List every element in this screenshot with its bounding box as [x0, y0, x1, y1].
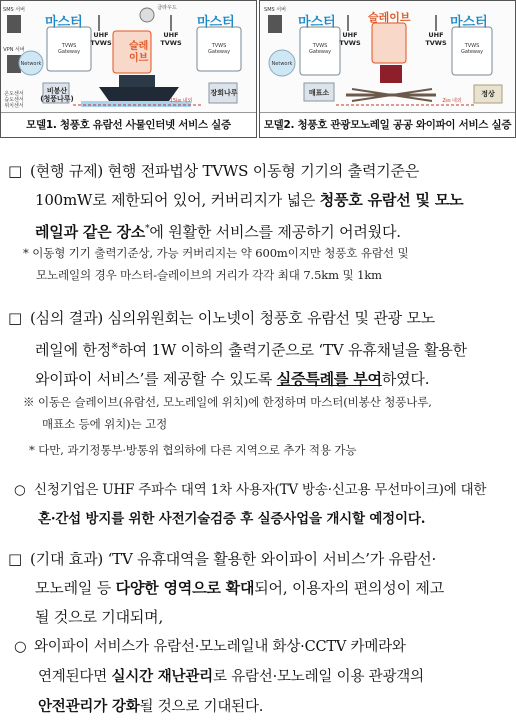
section3-sub-line2a: 연계된다면 [38, 669, 112, 685]
section1-line2b: 청풍호 유람선 및 모노 [319, 191, 464, 209]
figure-model2 [259, 0, 516, 138]
section1-note2: 모노레일의 경우 마스터-슬레이브의 거리가 각각 최대 7.5km 및 1km [36, 268, 382, 282]
master-left-label: 마스터 [45, 15, 83, 30]
sensors-label: 온도센서 습도센서 위치센서 [4, 91, 24, 109]
reference-mark: ※ [111, 342, 119, 352]
tvws-gateway-left-label: TVWS Gateway [308, 43, 332, 55]
section3-sub-line3b: 될 것으로 기대된다. [139, 699, 264, 715]
section3-line2c: 되어, 이용자의 편의성이 제고 [254, 579, 445, 597]
section3-line3: 될 것으로 기대되며, [35, 608, 164, 626]
tvws-gateway-left-label: TVWS Gateway [57, 43, 81, 55]
section1-line2a: 100mW로 제한되어 있어, 커버리지가 넓은 [35, 191, 320, 209]
master-left-label: 마스터 [298, 15, 336, 30]
section3-sub-line2c: 로 유람선·모노레일 이용 관광객의 [212, 669, 424, 685]
camera-icon [140, 8, 154, 22]
section2-line2a: 레일에 한정 [35, 341, 112, 359]
sms-server-label: SMS 서버 [3, 7, 25, 13]
section2-sub-line2: 혼·간섭 방지를 위한 사전기술검증 후 실증사업을 개시할 예정이다. [38, 511, 426, 527]
distance-label: 2㎞ 내외 [442, 98, 462, 104]
section1-line1: (현행 규제) 현행 전파법상 TVWS 이동형 기기의 출력기준은 [30, 162, 420, 180]
section3-subpoint [14, 633, 513, 722]
section2-line3b: 실증특례를 부여 [276, 370, 382, 388]
section1-line3b: 에 원활한 서비스를 제공하기 어려웠다. [149, 223, 401, 241]
section3-line2a: 모노레일 등 [35, 579, 116, 597]
section-expected-effect [8, 545, 513, 632]
circle-bullet-icon: ○ [14, 639, 27, 655]
uhf-tvws-left-label: UHF TVWS [339, 31, 361, 47]
section1-line3a: 레일과 같은 장소 [35, 223, 146, 241]
square-bullet-icon: □ [8, 162, 22, 180]
figure2-caption: 모델2. 청풍호 관광모노레일 공공 와이파이 서비스 실증 [260, 112, 515, 137]
section2-sub-line1: 신청기업은 UHF 주파수 대역 1차 사용자(TV 방송·신고용 무선마이크)에 대한 [34, 482, 487, 498]
section-current-regulation [8, 157, 513, 247]
tvws-gateway-right-label: TVWS Gateway [207, 43, 231, 55]
tvws-gateway-right-label: TVWS Gateway [460, 43, 484, 55]
section3-sub-line2b: 실시간 재난관리 [111, 668, 213, 685]
section-review-result [8, 304, 513, 394]
network-label: Network [271, 61, 293, 67]
station-right-label: 정상 [481, 90, 495, 98]
figure1-diagram [1, 1, 256, 114]
footnote-mark: * [145, 224, 150, 234]
uhf-tvws-left-label: UHF TVWS [90, 31, 112, 47]
master-right-label: 마스터 [450, 15, 488, 30]
cloud-label: 클라우드 [157, 5, 177, 11]
network-label: Network [20, 61, 42, 67]
square-bullet-icon: □ [8, 550, 22, 568]
uhf-tvws-right-label: UHF TVWS [160, 31, 182, 47]
section2-note1: ※ 이동은 슬레이브(유람선, 모노레일에 위치)에 한정하며 마스터(비봉산 청풍나루, [23, 395, 432, 409]
station-left-label: 매표소 [308, 89, 330, 97]
section3-line1: (기대 효과) ‘TV 유휴대역을 활용한 와이파이 서비스’가 유람선· [30, 550, 437, 568]
station-right-label: 장회나루 [210, 89, 238, 97]
master-right-label: 마스터 [197, 15, 235, 30]
slave-device-icon [372, 23, 406, 63]
uhf-tvws-right-label: UHF TVWS [425, 31, 447, 47]
slave-label: 슬레이브 [368, 11, 411, 24]
vpn-server-label: VPN 서버 [3, 47, 25, 53]
monorail-icon [380, 65, 402, 83]
station-left-label: 비봉산 (청풍나루) [40, 87, 74, 103]
section2-line2b: 하여 1W 이하의 출력기준으로 ‘TV 유휴채널을 활용한 [118, 341, 467, 359]
section2-line3a: 와이파이 서비스’를 제공할 수 있도록 [35, 370, 277, 388]
figure1-caption: 모델1. 청풍호 유람선 사물인터넷 서비스 실증 [1, 112, 256, 137]
square-bullet-icon: □ [8, 309, 22, 327]
section2-note3: * 다만, 과기정통부·방통위 협의하에 다른 지역으로 추가 적용 가능 [29, 443, 357, 457]
section3-sub-line1: 와이파이 서비스가 유람선·모노레일내 화상·CCTV 카메라와 [34, 639, 406, 655]
section1-note1: * 이동형 기기 출력기준상, 가능 커버리지는 약 600m이지만 청풍호 유람선 및 [23, 246, 409, 260]
section2-note2: 매표소 등에 위치)는 고정 [42, 417, 168, 431]
sms-server-icon [7, 15, 21, 33]
section3-sub-line3a: 안전관리가 강화 [38, 698, 140, 715]
circle-bullet-icon: ○ [14, 482, 26, 498]
figure2-diagram [260, 1, 515, 114]
distance-label: 15㎞ 내외 [169, 98, 193, 104]
slave-label: 슬레 이브 [129, 41, 149, 64]
section2-line1: (심의 결과) 심의위원회는 이노넷이 청풍호 유람선 및 관광 모노 [30, 309, 436, 327]
sms-server-label: SMS 서버 [264, 7, 286, 13]
sms-server-icon [268, 15, 282, 33]
figure-model1 [0, 0, 257, 138]
section2-subpoint [14, 476, 513, 534]
section3-line2b: 다양한 영역으로 확대 [115, 579, 255, 597]
section2-line3c: 하였다. [381, 370, 430, 388]
